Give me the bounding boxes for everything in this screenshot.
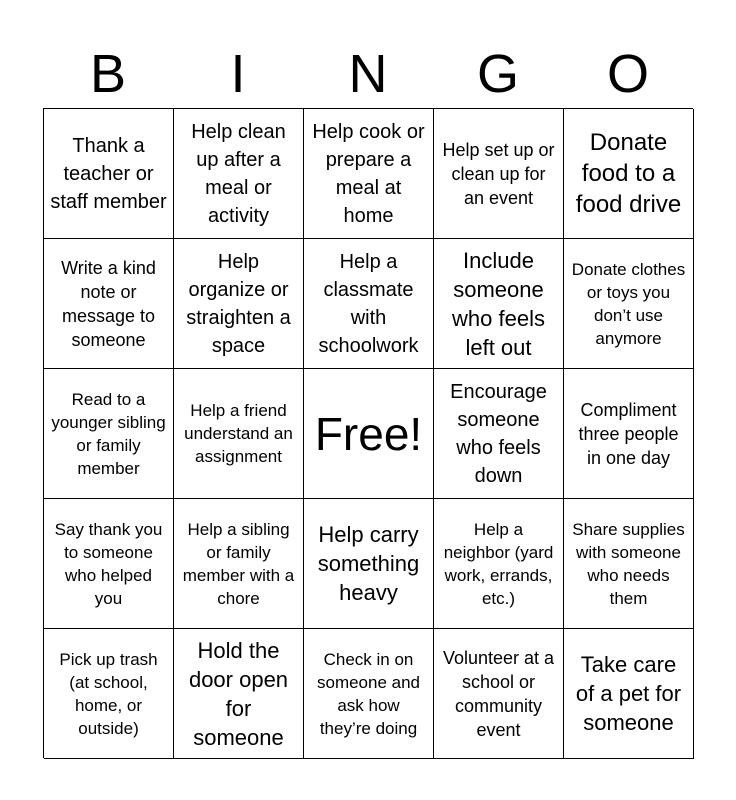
cell-text: Say thank you to someone who helped you bbox=[54, 519, 163, 608]
bingo-cell bbox=[44, 109, 174, 239]
header-letter-g: G bbox=[476, 44, 519, 104]
bingo-cell bbox=[174, 369, 304, 499]
bingo-cell bbox=[434, 629, 564, 759]
bingo-cell bbox=[174, 499, 304, 629]
bingo-cell bbox=[44, 369, 174, 499]
bingo-cell bbox=[434, 109, 564, 239]
bingo-cell bbox=[174, 629, 304, 759]
cell-text: Check in on someone and ask how they’re doing bbox=[316, 649, 421, 738]
bingo-cell bbox=[44, 499, 174, 629]
bingo-cell bbox=[564, 239, 694, 369]
free-space-label: Free! bbox=[314, 407, 423, 460]
cell-text: Thank a teacher or staff member bbox=[50, 134, 167, 213]
bingo-cell bbox=[44, 239, 174, 369]
cell-text: Help a sibling or family member with a chore bbox=[182, 519, 295, 608]
cell-text: Pick up trash (at school, home, or outside) bbox=[59, 649, 158, 738]
bingo-cell bbox=[434, 369, 564, 499]
bingo-cell bbox=[304, 499, 434, 629]
bingo-cell bbox=[304, 109, 434, 239]
cell-text: Read to a younger sibling or family member bbox=[51, 389, 166, 478]
bingo-cell bbox=[434, 239, 564, 369]
bingo-cell bbox=[564, 629, 694, 759]
cell-text: Help carry something heavy bbox=[317, 522, 420, 605]
cell-text: Help organize or straighten a space bbox=[186, 250, 291, 357]
bingo-grid bbox=[43, 108, 693, 758]
bingo-cell bbox=[564, 109, 694, 239]
bingo-cell bbox=[564, 369, 694, 499]
bingo-header bbox=[43, 40, 693, 108]
cell-text: Share supplies with someone who needs them bbox=[572, 519, 685, 608]
bingo-cell bbox=[304, 629, 434, 759]
cell-text: Include someone who feels left out bbox=[452, 247, 545, 360]
bingo-cell bbox=[304, 239, 434, 369]
free-space bbox=[304, 369, 434, 499]
header-letter-b: B bbox=[89, 44, 127, 104]
cell-text: Hold the door open for someone bbox=[188, 637, 289, 750]
header-letter-o: O bbox=[606, 44, 649, 104]
cell-text: Write a kind note or message to someone bbox=[61, 257, 156, 350]
bingo-cell bbox=[44, 629, 174, 759]
bingo-cell bbox=[174, 239, 304, 369]
cell-text: Compliment three people in one day bbox=[578, 399, 679, 468]
cell-text: Help a classmate with schoolwork bbox=[318, 250, 419, 357]
cell-text: Help cook or prepare a meal at home bbox=[312, 120, 425, 227]
bingo-cell bbox=[564, 499, 694, 629]
cell-text: Volunteer at a school or community event bbox=[442, 647, 555, 740]
cell-text: Help a neighbor (yard work, errands, etc.) bbox=[443, 519, 554, 608]
cell-text: Take care of a pet for someone bbox=[575, 652, 682, 735]
cell-text: Help clean up after a meal or activity bbox=[191, 120, 286, 227]
cell-text: Help set up or clean up for an event bbox=[442, 139, 555, 208]
bingo-cell bbox=[174, 109, 304, 239]
cell-text: Donate food to a food drive bbox=[575, 129, 682, 218]
cell-text: Encourage someone who feels down bbox=[450, 380, 547, 487]
header-letter-n: N bbox=[348, 44, 388, 104]
bingo-cell bbox=[434, 499, 564, 629]
header-letter-i: I bbox=[230, 44, 246, 104]
cell-text: Donate clothes or toys you don’t use anymore bbox=[571, 259, 686, 348]
cell-text: Help a friend understand an assignment bbox=[184, 401, 293, 466]
